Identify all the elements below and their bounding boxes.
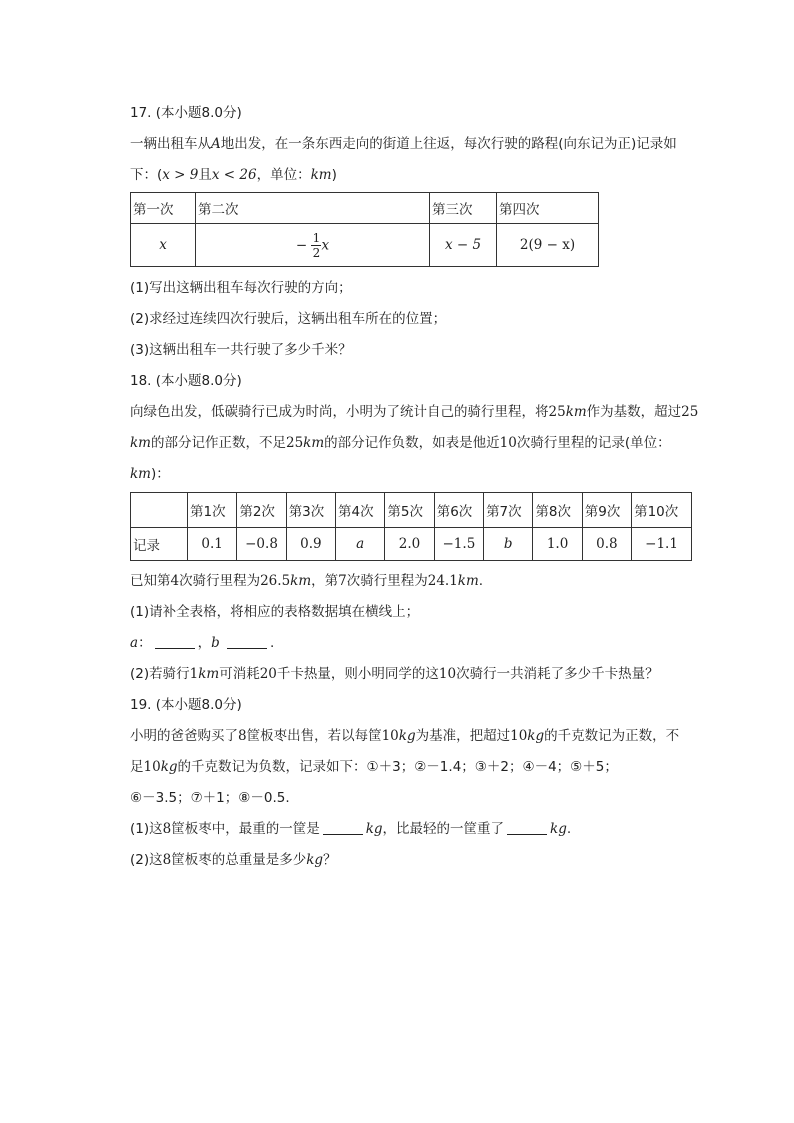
q18-known <box>130 566 695 597</box>
q19-records-line3: ⑥－3.5；⑦＋1；⑧－0.5. <box>130 790 290 806</box>
q17-table <box>130 192 599 267</box>
table-header: 第9次 <box>582 493 631 528</box>
q19-stem-line1 <box>130 721 695 752</box>
unit: km <box>198 666 220 682</box>
unit: km <box>130 435 151 451</box>
q17-number: 17. <box>130 105 152 121</box>
answer-blank-difference[interactable] <box>507 820 547 835</box>
q18-fill-line <box>130 628 695 659</box>
text: ，比最轻的一筐重了 <box>382 821 505 837</box>
fraction-numerator: 1 <box>312 230 321 245</box>
q18-number: 18. <box>130 373 152 389</box>
q17-stem-line2 <box>130 160 695 191</box>
q19-stem-line2 <box>130 752 695 783</box>
number: 4 <box>170 573 180 589</box>
text: 向绿色出发，低碳骑行已成为时尚，小明为了统计自己的骑行里程，将 <box>130 404 549 420</box>
text: (1)这 <box>130 821 163 837</box>
table-row <box>131 224 599 267</box>
q18-stem-line2 <box>130 428 695 459</box>
number: 25 <box>548 404 566 420</box>
number: 8 <box>162 852 172 868</box>
text: 且 <box>198 167 212 183</box>
table-cell: x − 5 <box>430 224 497 267</box>
q18-stem-line1 <box>130 397 699 428</box>
fraction <box>311 231 321 260</box>
table-header: 第5次 <box>385 493 434 528</box>
number: 10 <box>143 759 161 775</box>
text: ： <box>138 635 152 651</box>
table-row-label: 记录 <box>131 528 188 561</box>
table-header: 第1次 <box>188 493 237 528</box>
math-condition: x < 26 <box>211 167 257 183</box>
number: 24.1 <box>427 573 458 589</box>
table-cell: a <box>336 528 385 561</box>
q18-stem-line3 <box>130 459 695 490</box>
text: 下：( <box>130 167 163 183</box>
unit: kg <box>160 759 178 775</box>
table-header: 第2次 <box>237 493 286 528</box>
q17-stem-line1 <box>130 129 695 160</box>
q18-table <box>130 492 692 561</box>
unit: kg <box>527 728 545 744</box>
unit: km <box>130 466 151 482</box>
unit: kg <box>550 821 567 837</box>
table-cell: −1.5 <box>434 528 483 561</box>
number: 26.5 <box>260 573 291 589</box>
text: ，单位： <box>256 167 311 183</box>
table-header: 第一次 <box>131 193 196 224</box>
q19-number: 19. <box>130 697 152 713</box>
table-cell: 0.8 <box>582 528 631 561</box>
table-row <box>131 528 692 561</box>
q18-header <box>130 366 695 397</box>
text: 的部分记作负数，如表是他近 <box>324 435 500 451</box>
text: 的部分记作正数，不足 <box>150 435 286 451</box>
table-header: 第四次 <box>497 193 599 224</box>
number: 1 <box>189 666 199 682</box>
text: 次骑行一共消耗了多少千卡热量？ <box>456 666 659 682</box>
table-header: 第4次 <box>336 493 385 528</box>
unit: kg <box>398 728 416 744</box>
number: 10 <box>381 728 399 744</box>
q18-sub1: (1)请补全表格，将相应的表格数据填在横线上； <box>130 604 420 620</box>
text: 的千克数记为负数，记录如下： <box>177 759 367 775</box>
table-header: 第10次 <box>632 493 692 528</box>
q17-sub1: (1)写出这辆出租车每次行驶的方向； <box>130 280 352 296</box>
table-header: 第7次 <box>484 493 533 528</box>
minus-sign: − <box>295 237 308 253</box>
table-header: 第8次 <box>533 493 582 528</box>
text: . <box>478 573 484 589</box>
text: 足 <box>130 759 144 775</box>
table-header: 第6次 <box>434 493 483 528</box>
q19-score: (本小题8.0分) <box>155 697 242 713</box>
unit: km <box>565 404 587 420</box>
q17-score: (本小题8.0分) <box>155 105 242 121</box>
q19-sub1 <box>130 814 695 845</box>
q18-score: (本小题8.0分) <box>155 373 242 389</box>
table-header: 第3次 <box>286 493 335 528</box>
text: ？ <box>323 852 337 868</box>
table-header: 第三次 <box>430 193 497 224</box>
table-row <box>131 493 692 528</box>
table-row <box>131 193 599 224</box>
table-cell: −0.8 <box>237 528 286 561</box>
table-cell: 1.0 <box>533 528 582 561</box>
table-cell: b <box>484 528 533 561</box>
page-content <box>130 98 699 876</box>
text: (2)这 <box>130 852 163 868</box>
unit: km <box>303 435 325 451</box>
text: (2)若骑行 <box>130 666 190 682</box>
text: . <box>566 821 572 837</box>
answer-blank-a[interactable] <box>155 634 195 649</box>
text: 筐板枣的总重量是多少 <box>171 852 307 868</box>
table-cell: x <box>131 224 196 267</box>
unit: km <box>290 573 312 589</box>
var-b: b <box>211 635 220 651</box>
number: 25 <box>285 435 304 451</box>
text: ， <box>197 635 212 651</box>
text: . <box>270 635 275 651</box>
text: 可消耗 <box>219 666 260 682</box>
text: 的千克数记为正数，不 <box>544 728 680 744</box>
table-cell <box>196 224 430 267</box>
number: 10 <box>510 728 528 744</box>
q17-sub3: (3)这辆出租车一共行驶了多少千米？ <box>130 342 352 358</box>
text: 作为基数，超过 <box>586 404 682 420</box>
table-cell: 2.0 <box>385 528 434 561</box>
text: 为基准，把超过 <box>415 728 511 744</box>
table-cell: 2(9 − x) <box>497 224 599 267</box>
number: 20 <box>259 666 277 682</box>
q17-header <box>130 98 695 129</box>
answer-blank-b[interactable] <box>227 634 267 649</box>
unit: km <box>310 167 332 183</box>
text: 筐板枣中，最重的一筐是 <box>171 821 320 837</box>
number: 8 <box>238 728 247 744</box>
text: 筐板枣出售，若以每筐 <box>246 728 382 744</box>
text: 地出发，在一条东西走向的街道上往返，每次行驶的路程(向东记为正)记录如 <box>220 136 677 152</box>
text: 次骑行里程为 <box>179 573 261 589</box>
text: 一辆出租车从 <box>130 136 211 152</box>
records: ①＋3；②－1.4；③＋2；④－4；⑤＋5； <box>366 759 618 775</box>
var-x: x <box>321 237 330 253</box>
unit: kg <box>365 821 383 837</box>
var-a: a <box>130 635 139 651</box>
table-cell: 0.1 <box>188 528 237 561</box>
table-cell: −1.1 <box>632 528 692 561</box>
text: 千卡热量，则小明同学的这 <box>276 666 439 682</box>
number: 8 <box>162 821 172 837</box>
number: 10 <box>438 666 457 682</box>
text: 次骑行里程的记录(单位： <box>516 435 671 451</box>
text: ，第 <box>311 573 339 589</box>
unit: kg <box>306 852 324 868</box>
fraction-denominator: 2 <box>312 245 321 260</box>
number: 25 <box>681 404 699 420</box>
text: 次骑行里程为 <box>346 573 428 589</box>
q17-sub2: (2)求经过连续四次行驶后，这辆出租车所在的位置； <box>130 311 447 327</box>
math-condition: x > 9 <box>162 167 199 183</box>
table-cell: 0.9 <box>286 528 335 561</box>
q18-sub2 <box>130 659 695 690</box>
table-header <box>131 493 188 528</box>
var-a: A <box>211 136 221 152</box>
table-header: 第二次 <box>196 193 430 224</box>
q19-header <box>130 690 695 721</box>
answer-blank-heaviest[interactable] <box>323 820 363 835</box>
text: 小明的爸爸购买了 <box>130 728 238 744</box>
number: 7 <box>338 573 347 589</box>
text: ) <box>331 167 337 183</box>
text: 已知第 <box>130 573 171 589</box>
unit: km <box>457 573 479 589</box>
number: 10 <box>499 435 517 451</box>
q19-sub2 <box>130 845 695 876</box>
text: )： <box>150 466 170 482</box>
